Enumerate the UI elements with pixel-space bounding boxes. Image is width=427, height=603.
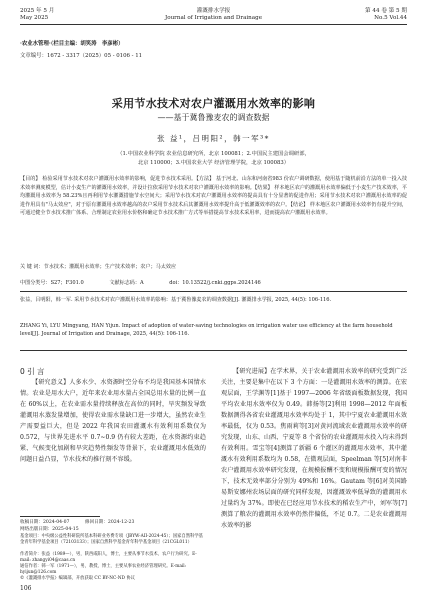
affiliation-line-2: 北京 110000；3.中国农业大学 经济管理学院，北京 100083） bbox=[137, 160, 290, 166]
column-editor-line: ·农业水管理·（栏目主编：胡笑涛 李彦彬） bbox=[20, 41, 124, 47]
header-journal-en: Journal of Irrigation and Drainage bbox=[164, 15, 263, 21]
article-title: 采用节水技术对农户灌溉用水效率的影响 bbox=[111, 97, 316, 110]
article-subtitle: ——基于冀鲁豫麦农的调查数据 bbox=[157, 113, 270, 122]
header-volume bbox=[365, 8, 407, 22]
left-column bbox=[20, 366, 206, 465]
section-heading: 0 引 言 bbox=[20, 367, 45, 376]
copyright-note: ©《灌溉排水学报》编辑部，开放获取 CC BY-NC-ND 协议 bbox=[20, 576, 135, 581]
document-code: 文献标志码：A bbox=[109, 280, 144, 286]
citation-cn: 张益，吕明阳，韩一军. 采用节水技术对农户灌溉用水效率的影响：基于冀鲁豫麦农的调查数据[J]. 灌溉排水学报, 2025, 44(5): 106-116. bbox=[20, 297, 332, 303]
article-number: 文章编号：1672 - 3317（2025）05 - 0106 - 11 bbox=[20, 53, 143, 59]
doi: doi：10.13522/j.cnki.ggps.2024146 bbox=[169, 280, 261, 286]
clc-number: 中图分类号：S27；F301.0 bbox=[20, 280, 84, 286]
fund-info: 基金项目：中央级公益性科研院所基本科研业务费专项（JBYW-AII-2024-45）；国家自然科学基金青年科学基金项目（72103133）；国家自然科学基金青年科学基金项目（21CGL011） bbox=[20, 534, 203, 545]
abstract: 【目的】 检验采用节水技术对农户灌溉用水效率的影响，促进节水技术采用。【方法】 基于河北、山东和河南省983 份农户调研数据，使用基于随机前沿方法的单一投入技术效率测度模型，估计小麦生产的灌溉用水效率，并设计拉依采用节水技术对农户灌溉用水效率的影响。【结果】 样本地区农户的灌溉用水效率偏低于小麦生产技术效率，平均灌溉用水效率为 58.23%且再利用节水灌溉措施节水空间大；采用节水技术对农户灌溉用水效率的提高具有十分显著的促进作用；采用节水技术对农户灌溉用水效率的促进作用具有"马太效应"，对于原有灌溉用水效率越高的农户采用节水技术后其灌溉用水效率提升高于低灌溉效率的农户。【结论】 样本地区农户灌溉用水效率仍有提升空间，可通过健全节水技术推广体系、合理制定农业用水价格和确定节水技术推广方式等举措提高节水技术采用率，进而提高农户灌溉用水效率。 bbox=[20, 176, 407, 217]
affiliation-line-1: （1.中国农业科学院 农业信息研究所，北京 100081；2.中国民主建国会调研部， bbox=[117, 151, 310, 157]
revised-date: 修回日期：2024-12-23 bbox=[84, 520, 135, 525]
citation-bottom-rule bbox=[20, 350, 407, 351]
header-volume-en: No.5 Vol.44 bbox=[374, 15, 407, 21]
classification-line bbox=[20, 279, 407, 286]
keywords: 关 键 词：节水技术；灌溉用水效率；生产技术效率；农户；马太效应 bbox=[20, 264, 177, 270]
header-journal-cn: 灌溉排水学报 bbox=[196, 8, 231, 14]
left-body-text: 【研究意义】人多水少、水资源时空分布不均是我国基本国情水情。农业是用水大户，近年来农业用水量占全国总用水量的比例一直在 60%以上，在农业需水量持续释放在高位的同时，旱灾频发导致灌溉用水蒸发量增加，使得农业需水量缺口进一步增大，虽然农业生产需要益巨大，但是 2022 年我国农田灌溉水有效利用系数仅为 0.572，与世界先进水平 0.7~0.9 仍有较大差距，在水资源约束趋紧、气候变化加剧和旱灾趋势性频发等背景下，农业灌溉用水低效的问题日益凸显，节水技术的推行刻不容缓。 bbox=[20, 379, 206, 463]
citation-en: ZHANG Yi, LYU Mingyang, HAN Yijun. Impact of adoption of water-saving technologies on irrigation water use efficiency at the farm household level[J]. Journal of Irrigation and Drainage, 2025, 44(5): 106-116. bbox=[20, 323, 393, 338]
header-date-cn: 2025 年 5 月 bbox=[20, 8, 55, 14]
page-number: 106 bbox=[20, 585, 32, 592]
online-date: 网络出版日期：2025-04-15 bbox=[20, 527, 79, 532]
right-column bbox=[221, 366, 407, 531]
author-bio: 作者简介：张益（1989—），男，陕西咸阳人，博士，主要从事节水技术、农户行为研究。E-mail: zhangyi04@caas.cn bbox=[20, 552, 197, 563]
footnote-dates bbox=[20, 520, 206, 527]
header-rule bbox=[20, 24, 407, 25]
corresponding-author: 通信作者：韩一军（1971—），男，教授，博士，主要从事农业经济管理研究。E-mail: hyijun@126.com bbox=[20, 564, 187, 575]
header-date-en: May 2025 bbox=[20, 15, 49, 21]
citation-top-rule bbox=[20, 291, 407, 292]
header-journal bbox=[20, 8, 407, 22]
author-list: 张 益¹，吕明阳²，韩一军³* bbox=[157, 134, 270, 143]
right-body-text: 【研究进展】在学术界，关于农业灌溉用水效率的研究受到广泛关注，主要是集中在以下 3 个方面：一是灌溉用水效率的测算。在宏观层面，王学渊等[1]基于 1997—2006 年省级面板数据发现，我国平均农业用水效率仅为 0.49。韩扬等[2]利用 1998—2012 年面板数据测得各省农业灌溉用水效率均处于 1，其中宁夏农业灌溉用水效率最低，仅为 0.53。焦雨莉等[3]对黄河流域农业灌溉用水效率的研究发现，山东、山西、宁夏等 8 个省份的农业灌溉用水投入均未得到有效利用。雪宝等[4]测算了新疆 6 个灌区的灌溉用水效率，其中灌溉水有效利用系数均为 0.58，在微观层面，Speelman 等[5]对南非农户灌溉用水效率研究发现，在规模报酬不变和规模报酬可变的情况下，技术无效率部分分别为 49%和 16%。Gautam 等[6]对美国路易斯安娜州农场层面的研究同样发现，因灌溉效率低导致的灌溉用水过量约为 37%。即使在已经应用节水技术的稻农生产中，刘军等[7]测算了粮农的灌溉用水效率仍然伴偏低，不足 0.7。二是农业灌溉用水效率的影 bbox=[221, 368, 407, 529]
header-volume-cn: 第 44 卷 第 5 期 bbox=[365, 8, 407, 14]
footnote-rule bbox=[20, 516, 100, 517]
received-date: 收稿日期：2024-04-07 bbox=[20, 520, 70, 525]
